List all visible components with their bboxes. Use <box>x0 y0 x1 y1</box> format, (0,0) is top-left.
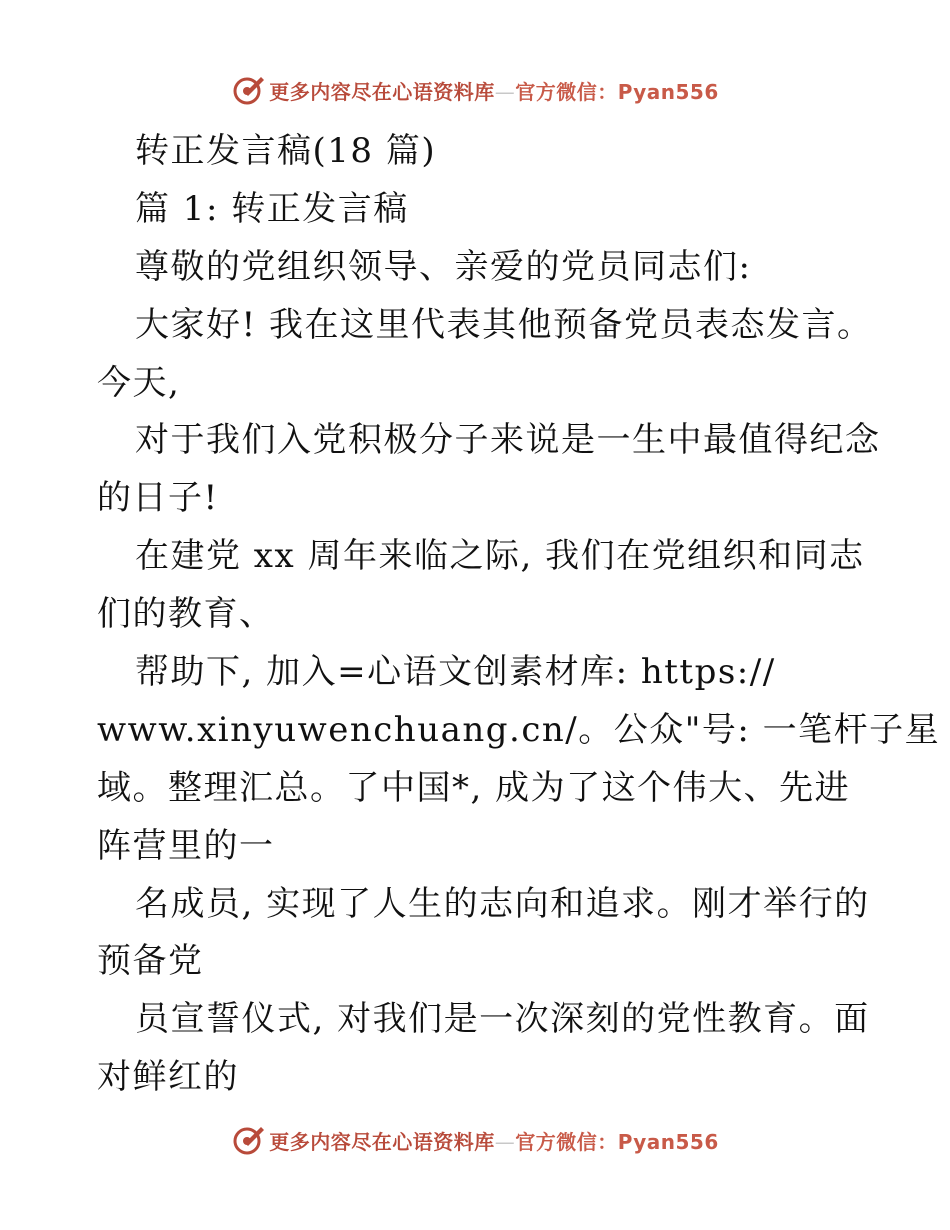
footer-banner-title: 更多内容尽在心语资料库 <box>269 1129 495 1154</box>
paragraph-line: 对鲜红的 <box>97 1057 239 1098</box>
salutation: 尊敬的党组织领导、亲爱的党员同志们: <box>135 246 752 287</box>
paragraph-line: 在建党 xx 周年来临之际, 我们在党组织和同志 <box>135 536 865 577</box>
paragraph-line: 的日子! <box>97 478 219 519</box>
footer-banner <box>0 1120 950 1160</box>
paragraph-line: 员宣誓仪式, 对我们是一次深刻的党性教育。面 <box>135 999 870 1040</box>
header-banner-text <box>269 76 719 105</box>
paragraph-line: 今天, <box>97 362 181 403</box>
footer-banner-text <box>269 1126 719 1155</box>
paragraph-line: 帮助下, 加入=心语文创素材库: https:// <box>135 652 776 693</box>
paragraph-line: 阵营里的一 <box>97 825 275 866</box>
header-banner-contact: 官方微信：Pyan556 <box>515 79 719 104</box>
paragraph-line: www.xinyuwenchuang.cn/。公众"号: 一笔杆子星 <box>97 709 941 750</box>
paragraph-line: 名成员, 实现了人生的志向和追求。刚才举行的 <box>135 883 870 924</box>
header-banner-dash: — <box>494 79 516 104</box>
document-body <box>97 123 941 1107</box>
document-title: 转正发言稿(18 篇) <box>135 131 437 171</box>
paragraph-line: 预备党 <box>97 941 204 982</box>
header-banner <box>0 70 950 110</box>
pen-logo-icon <box>231 73 265 107</box>
footer-banner-contact: 官方微信：Pyan556 <box>515 1129 719 1154</box>
paragraph-line: 域。整理汇总。了中国*, 成为了这个伟大、先进 <box>97 767 851 808</box>
header-banner-title: 更多内容尽在心语资料库 <box>269 79 495 104</box>
section-heading: 篇 1: 转正发言稿 <box>135 188 409 229</box>
paragraph-line: 对于我们入党积极分子来说是一生中最值得纪念 <box>135 420 881 461</box>
footer-banner-dash: — <box>494 1129 516 1154</box>
paragraph-line: 们的教育、 <box>97 594 275 635</box>
paragraph-line: 大家好! 我在这里代表其他预备党员表态发言。 <box>135 304 873 345</box>
pen-logo-icon <box>231 1123 265 1157</box>
